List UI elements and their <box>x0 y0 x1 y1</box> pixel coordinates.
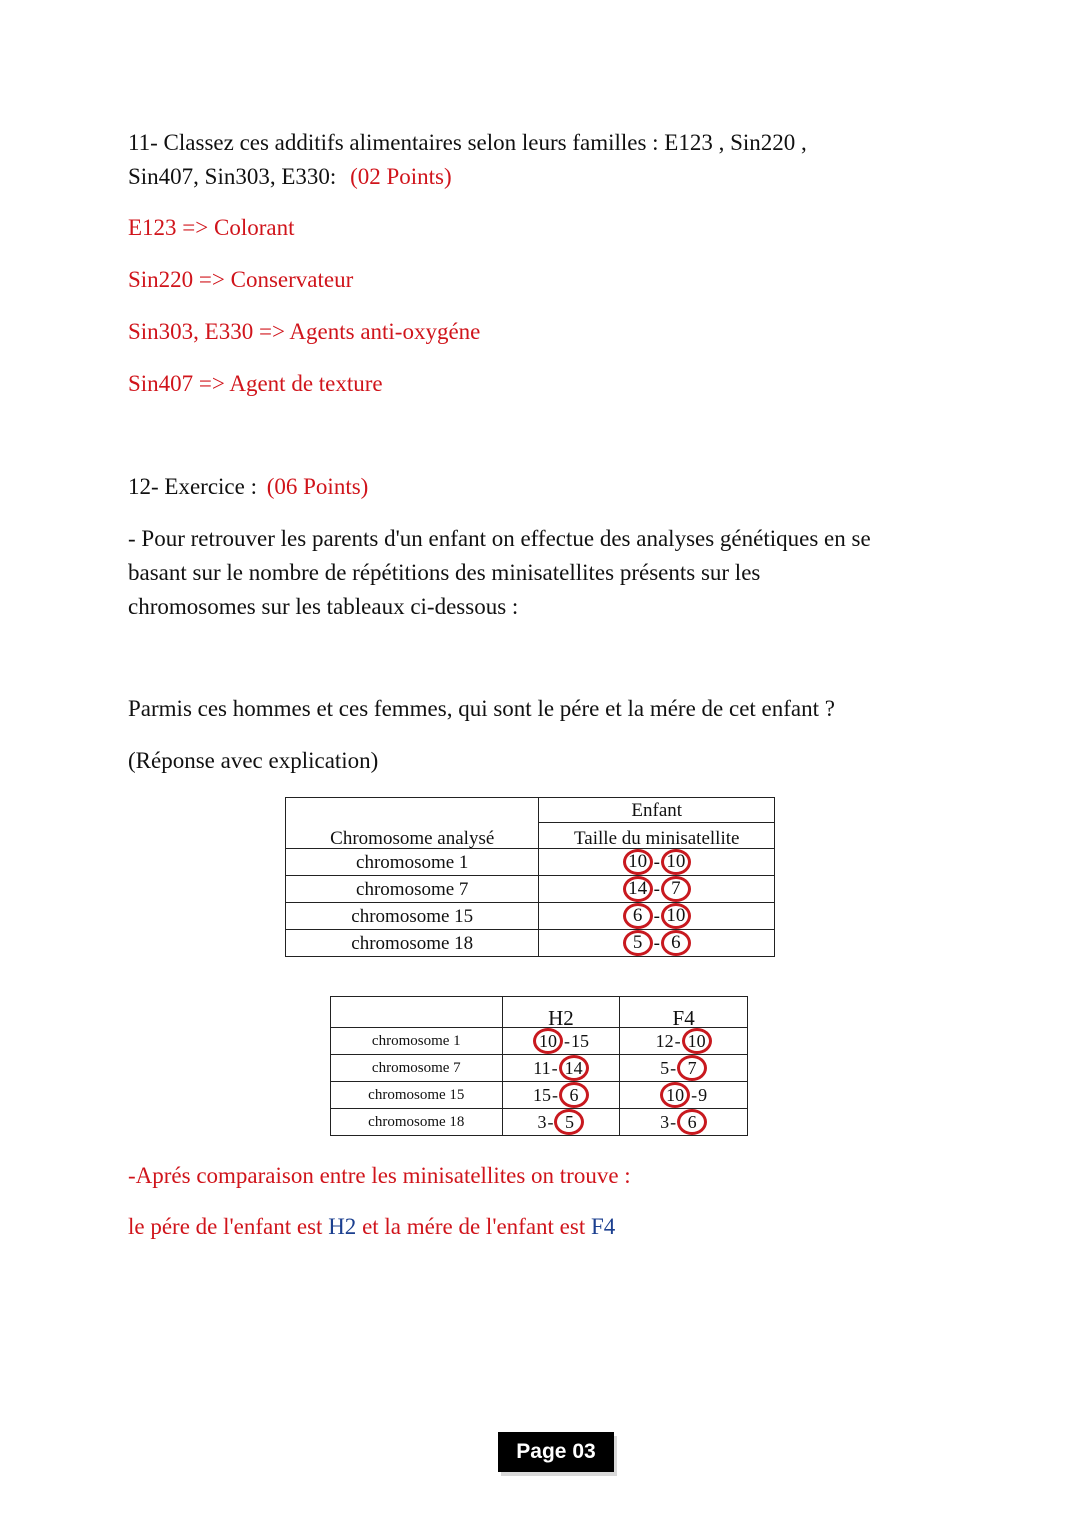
conclusion-father-text: le pére de l'enfant est <box>128 1214 323 1239</box>
value-separator: - <box>563 1031 570 1051</box>
value-separator: - <box>653 905 660 927</box>
circled-value: 7 <box>677 1055 707 1081</box>
circled-value: 5 <box>623 930 653 956</box>
q12-note: (Réponse avec explication) <box>128 748 379 773</box>
value: 12 <box>655 1031 674 1051</box>
value-separator: - <box>547 1112 554 1132</box>
chromosome-label: chromosome 7 <box>286 876 539 903</box>
table-row <box>286 903 775 930</box>
value-separator: - <box>674 1031 681 1051</box>
value-separator: - <box>691 1085 698 1105</box>
circled-value: 6 <box>661 930 691 956</box>
parents-table-col-h2: H2 <box>502 997 620 1028</box>
value: 3 <box>537 1112 547 1132</box>
q11-line2 <box>128 160 452 194</box>
q12-question: Parmis ces hommes et ces femmes, qui sont le pére et la mére de cet enfant ? <box>128 696 835 721</box>
table-row <box>286 930 775 957</box>
value-separator: - <box>670 1058 677 1078</box>
table-row <box>331 1082 748 1109</box>
chromosome-label: chromosome 1 <box>331 1028 503 1055</box>
child-table <box>285 797 775 957</box>
circled-value: 6 <box>559 1082 589 1108</box>
q12-title-line <box>128 470 368 504</box>
conclusion-father: H2 <box>328 1214 357 1239</box>
chromosome-label: chromosome 15 <box>286 903 539 930</box>
q11-answer-1: E123 => Colorant <box>128 215 295 240</box>
table-row <box>286 876 775 903</box>
circled-value: 6 <box>677 1109 707 1135</box>
parents-table-empty-header <box>331 997 503 1028</box>
page-number-badge: Page 03 <box>498 1432 614 1472</box>
value: 9 <box>698 1085 708 1105</box>
q11-answer-4: Sin407 => Agent de texture <box>128 371 383 396</box>
circled-value: 14 <box>559 1055 589 1081</box>
chromosome-label: chromosome 7 <box>331 1055 503 1082</box>
value: 15 <box>570 1031 589 1051</box>
parents-table-col-f4: F4 <box>620 997 748 1028</box>
table-row <box>331 1055 748 1082</box>
circled-value: 10 <box>661 849 691 875</box>
circled-value: 10 <box>660 1082 690 1108</box>
circled-value: 10 <box>661 903 691 929</box>
circled-value: 7 <box>661 876 691 902</box>
value-separator: - <box>653 878 660 900</box>
table-row <box>331 1028 748 1055</box>
q11-line1: 11- Classez ces additifs alimentaires selon leurs familles : E123 , Sin220 , <box>128 130 807 155</box>
q12-intro-1: - Pour retrouver les parents d'un enfant on effectue des analyses génétiques en se <box>128 526 871 551</box>
chromosome-label: chromosome 18 <box>286 930 539 957</box>
child-table-group-header: Enfant <box>539 798 775 823</box>
q12-intro-3: chromosomes sur les tableaux ci-dessous : <box>128 594 519 619</box>
circled-value: 10 <box>623 849 653 875</box>
q11-answer-3: Sin303, E330 => Agents anti-oxygéne <box>128 319 481 344</box>
value-separator: - <box>670 1112 677 1132</box>
chromosome-label: chromosome 15 <box>331 1082 503 1109</box>
circled-value: 10 <box>533 1028 563 1054</box>
table-row <box>286 849 775 876</box>
conclusion-line1: -Aprés comparaison entre les minisatellites on trouve : <box>128 1163 631 1188</box>
circled-value: 14 <box>623 876 653 902</box>
conclusion-mother: F4 <box>590 1214 616 1239</box>
q11-answer-2: Sin220 => Conservateur <box>128 267 354 292</box>
value: 5 <box>660 1058 670 1078</box>
q12-title: 12- Exercice : <box>128 474 257 499</box>
chromosome-label: chromosome 1 <box>286 849 539 876</box>
q12-intro-2: basant sur le nombre de répétitions des minisatellites présents sur les <box>128 560 761 585</box>
q11-additive-list: Sin407, Sin303, E330: <box>128 164 337 189</box>
child-table-col-chromosome: Chromosome analysé <box>286 823 539 849</box>
value: 3 <box>660 1112 670 1132</box>
value: 11 <box>533 1058 551 1078</box>
parents-table <box>330 996 748 1136</box>
conclusion-line2 <box>128 1210 615 1244</box>
value-separator: - <box>551 1085 558 1105</box>
child-table-empty-header <box>286 798 539 823</box>
value: 15 <box>532 1085 551 1105</box>
circled-value: 6 <box>623 903 653 929</box>
conclusion-mother-text: et la mére de l'enfant est <box>362 1214 586 1239</box>
q11-points: (02 Points) <box>350 164 452 189</box>
table-row <box>331 1109 748 1136</box>
chromosome-label: chromosome 18 <box>331 1109 503 1136</box>
q12-points: (06 Points) <box>266 474 369 499</box>
child-table-col-size: Taille du minisatellite <box>539 823 775 849</box>
value-separator: - <box>551 1058 558 1078</box>
circled-value: 10 <box>682 1028 712 1054</box>
value-separator: - <box>653 932 660 954</box>
circled-value: 5 <box>554 1109 584 1135</box>
value-separator: - <box>653 851 660 873</box>
